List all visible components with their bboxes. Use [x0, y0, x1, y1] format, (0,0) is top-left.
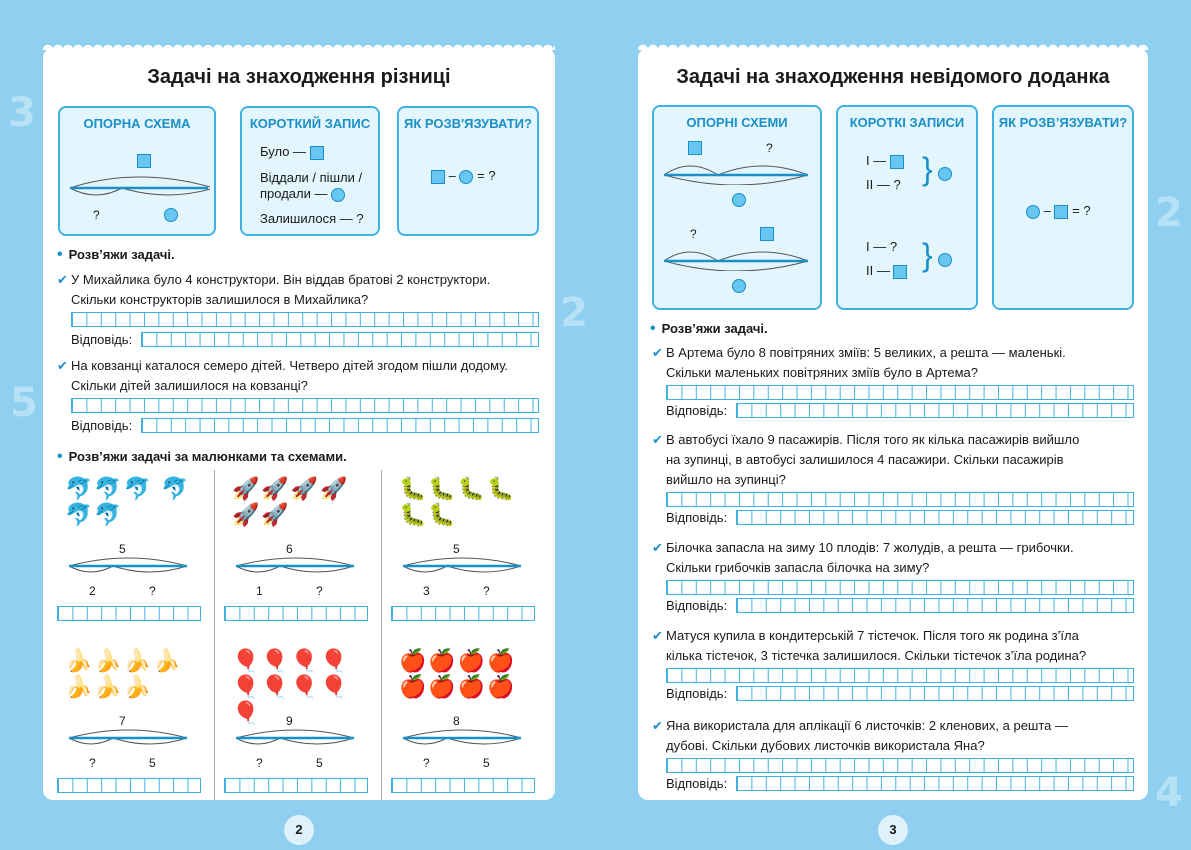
- page-number: 2: [284, 815, 314, 845]
- box-heading: КОРОТКІ ЗАПИСИ: [849, 115, 965, 130]
- solution-grid[interactable]: [666, 580, 1134, 595]
- square-symbol: [431, 170, 445, 184]
- answer-grid[interactable]: [141, 418, 539, 433]
- circle-symbol: [938, 167, 952, 181]
- picture-task-cell: [224, 648, 374, 808]
- record-line: продали —: [260, 186, 345, 202]
- total-label: 5: [453, 542, 460, 556]
- answer-grid[interactable]: [224, 778, 368, 793]
- task-text: на зупинці, в автобусі залишилося 4 пасажири. Скільки пасажирів: [666, 452, 1064, 467]
- segment-scheme: [401, 552, 525, 580]
- answer-label: Відповідь:: [666, 403, 728, 418]
- check-icon: ✔: [652, 718, 663, 733]
- answer-label: Відповідь:: [71, 418, 133, 433]
- box-heading: КОРОТКИЙ ЗАПИС: [249, 116, 371, 131]
- segment-scheme: [234, 724, 358, 752]
- reference-scheme-box: [58, 106, 216, 236]
- task-text: Яна використала для аплікації 6 листочків: 2 кленових, а решта —: [666, 718, 1069, 733]
- background-decoration: 2: [1155, 190, 1183, 236]
- check-icon: ✔: [652, 432, 663, 447]
- answer-label: Відповідь:: [71, 332, 133, 347]
- reference-schemes-box: [652, 105, 822, 310]
- segment-scheme: [67, 724, 191, 752]
- picture-task-cell: [57, 648, 207, 808]
- box-heading: ЯК РОЗВ’ЯЗУВАТИ?: [998, 115, 1128, 130]
- box-heading: ОПОРНА СХЕМА: [83, 116, 191, 131]
- task-5: [652, 716, 1136, 756]
- answer-label: Відповідь:: [666, 686, 728, 701]
- part-label: ?: [316, 584, 323, 598]
- record-line: II — ?: [866, 177, 901, 192]
- answer-grid[interactable]: [736, 510, 1134, 525]
- answer-grid[interactable]: [141, 332, 539, 347]
- task-text: кілька тістечок, 3 тістечка залишилося. Скільки тістечок з’їла родина?: [666, 648, 1087, 663]
- task-text: Скільки маленьких повітряних зміїв було в Артема?: [666, 365, 979, 380]
- task-text: Скільки конструкторів залишилося в Михайлика?: [71, 292, 369, 307]
- task-text: вийшло на зупинці?: [666, 472, 786, 487]
- answer-grid[interactable]: [736, 776, 1134, 791]
- picture-task-cell: [224, 476, 374, 636]
- curly-brace: }: [922, 237, 933, 273]
- record-line: I —: [866, 153, 904, 169]
- total-label: 7: [119, 714, 126, 728]
- circle-symbol: [331, 188, 345, 202]
- record-line: II —: [866, 263, 907, 279]
- task-2: [652, 430, 1136, 490]
- answer-grid[interactable]: [736, 598, 1134, 613]
- background-decoration: 5: [10, 380, 38, 426]
- right-page: [638, 48, 1148, 837]
- segment-scheme: [662, 155, 812, 185]
- part-label: 5: [316, 756, 323, 770]
- answer-grid[interactable]: [391, 778, 535, 793]
- record-line: I — ?: [866, 239, 898, 254]
- square-symbol: [760, 227, 774, 241]
- part-label: ?: [149, 584, 156, 598]
- answer-grid[interactable]: [391, 606, 535, 621]
- part-label: 1: [256, 584, 263, 598]
- question-mark: ?: [766, 141, 773, 155]
- how-to-solve-box: [397, 106, 539, 236]
- short-record-box: [240, 106, 380, 236]
- task-text: Скільки грибочків запасла білочка на зиму?: [666, 560, 930, 575]
- curly-brace: }: [922, 151, 933, 187]
- short-records-box: [836, 105, 978, 310]
- solution-grid[interactable]: [666, 385, 1134, 400]
- task-4: [652, 626, 1136, 666]
- answer-grid[interactable]: [57, 778, 201, 793]
- task-text: Білочка запасла на зиму 10 плодів: 7 жолудів, а решта — грибочки.: [666, 540, 1074, 555]
- task-text: В автобусі їхало 9 пасажирів. Після того як кілька пасажирів вийшло: [666, 432, 1080, 447]
- segment-scheme: [234, 552, 358, 580]
- part-label: 5: [149, 756, 156, 770]
- task-1: [652, 343, 1136, 383]
- segment-scheme: [662, 241, 812, 271]
- segment-scheme: [67, 552, 191, 580]
- task-text: Матуся купила в кондитерській 7 тістечок. Після того як родина з’їла: [666, 628, 1079, 643]
- square-symbol: [1054, 205, 1068, 219]
- square-symbol: [893, 265, 907, 279]
- solution-grid[interactable]: [666, 668, 1134, 683]
- cell-divider: [381, 470, 382, 800]
- caterpillar-icon: 🐛🐛🐛🐛🐛🐛: [399, 476, 517, 527]
- part-label: ?: [483, 584, 490, 598]
- task-3: [652, 538, 1136, 578]
- answer-grid[interactable]: [736, 403, 1134, 418]
- answer-grid[interactable]: [736, 686, 1134, 701]
- circle-symbol: [732, 193, 746, 207]
- box-heading: ОПОРНІ СХЕМИ: [686, 115, 788, 130]
- question-mark: ?: [93, 208, 100, 222]
- solution-grid[interactable]: [71, 312, 539, 327]
- solution-grid[interactable]: [666, 758, 1134, 773]
- task-2: [57, 356, 541, 396]
- section-heading: • Розв’яжи задачі.: [57, 246, 175, 264]
- square-symbol: [310, 146, 324, 160]
- background-decoration: 3: [8, 90, 36, 136]
- banana-icon: 🍌🍌🍌🍌🍌🍌🍌: [65, 648, 183, 699]
- square-symbol: [890, 155, 904, 169]
- page-title: Задачі на знаходження невідомого доданка: [676, 66, 1110, 88]
- cell-divider: [214, 470, 215, 800]
- task-text: Скільки дітей залишилося на ковзанці?: [71, 378, 308, 393]
- apple-icon: 🍎🍎🍎🍎🍎🍎🍎🍎: [399, 648, 517, 699]
- question-mark: ?: [690, 227, 697, 241]
- circle-symbol: [732, 279, 746, 293]
- check-icon: ✔: [652, 345, 663, 360]
- square-symbol: [137, 154, 151, 168]
- section-heading: • Розв’яжи задачі за малюнками та схемами.: [57, 448, 347, 466]
- answer-grid[interactable]: [57, 606, 201, 621]
- task-1: [57, 270, 541, 310]
- total-label: 9: [286, 714, 293, 728]
- check-icon: ✔: [652, 628, 663, 643]
- page-title: Задачі на знаходження різниці: [147, 66, 451, 88]
- circle-symbol: [938, 253, 952, 267]
- solution-formula: – = ?: [431, 168, 496, 184]
- circle-symbol: [459, 170, 473, 184]
- picture-task-cell: [57, 476, 207, 636]
- segment-scheme: [401, 724, 525, 752]
- answer-label: Відповідь:: [666, 776, 728, 791]
- segment-scheme: [68, 168, 210, 208]
- solution-grid[interactable]: [71, 398, 539, 413]
- part-label: 3: [423, 584, 430, 598]
- record-line: Було —: [260, 144, 324, 160]
- task-text: В Артема було 8 повітряних зміїв: 5 великих, а решта — маленькі.: [666, 345, 1066, 360]
- dolphin-icon: 🐬🐬🐬 🐬🐬🐬: [65, 476, 191, 527]
- page-tear-edge: [638, 40, 1148, 50]
- answer-label: Відповідь:: [666, 510, 728, 525]
- circle-symbol: [1026, 205, 1040, 219]
- how-to-solve-box: [992, 105, 1134, 310]
- part-label: ?: [89, 756, 96, 770]
- answer-label: Відповідь:: [666, 598, 728, 613]
- record-line: Залишилося — ?: [260, 211, 364, 226]
- square-symbol: [688, 141, 702, 155]
- task-text: У Михайлика було 4 конструктори. Він віддав братові 2 конструктори.: [71, 272, 491, 287]
- check-icon: ✔: [57, 358, 68, 373]
- check-icon: ✔: [57, 272, 68, 287]
- part-label: 2: [89, 584, 96, 598]
- section-heading: • Розв’яжи задачі.: [650, 320, 768, 338]
- record-line: Віддали / пішли /: [260, 170, 363, 185]
- picture-task-cell: [391, 648, 541, 808]
- part-label: 5: [483, 756, 490, 770]
- answer-grid[interactable]: [224, 606, 368, 621]
- rocket-icon: 🚀🚀🚀🚀 🚀🚀: [232, 476, 350, 527]
- total-label: 6: [286, 542, 293, 556]
- box-heading: ЯК РОЗВ'ЯЗУВАТИ?: [404, 116, 532, 131]
- picture-task-cell: [391, 476, 541, 636]
- task-text: дубові. Скільки дубових листочків використала Яна?: [666, 738, 985, 753]
- balloon-icon: 🎈🎈🎈🎈🎈🎈🎈🎈🎈: [232, 648, 350, 725]
- page-tear-edge: [43, 40, 555, 50]
- total-label: 8: [453, 714, 460, 728]
- task-text: На ковзанці каталося семеро дітей. Четверо дітей згодом пішли додому.: [71, 358, 509, 373]
- circle-symbol: [164, 208, 178, 222]
- solution-formula: – = ?: [1026, 203, 1091, 219]
- background-decoration: 4: [1155, 770, 1183, 816]
- left-page: [43, 48, 555, 837]
- part-label: ?: [423, 756, 430, 770]
- total-label: 5: [119, 542, 126, 556]
- solution-grid[interactable]: [666, 492, 1134, 507]
- page-number: 3: [878, 815, 908, 845]
- part-label: ?: [256, 756, 263, 770]
- background-decoration: 2: [560, 290, 588, 336]
- check-icon: ✔: [652, 540, 663, 555]
